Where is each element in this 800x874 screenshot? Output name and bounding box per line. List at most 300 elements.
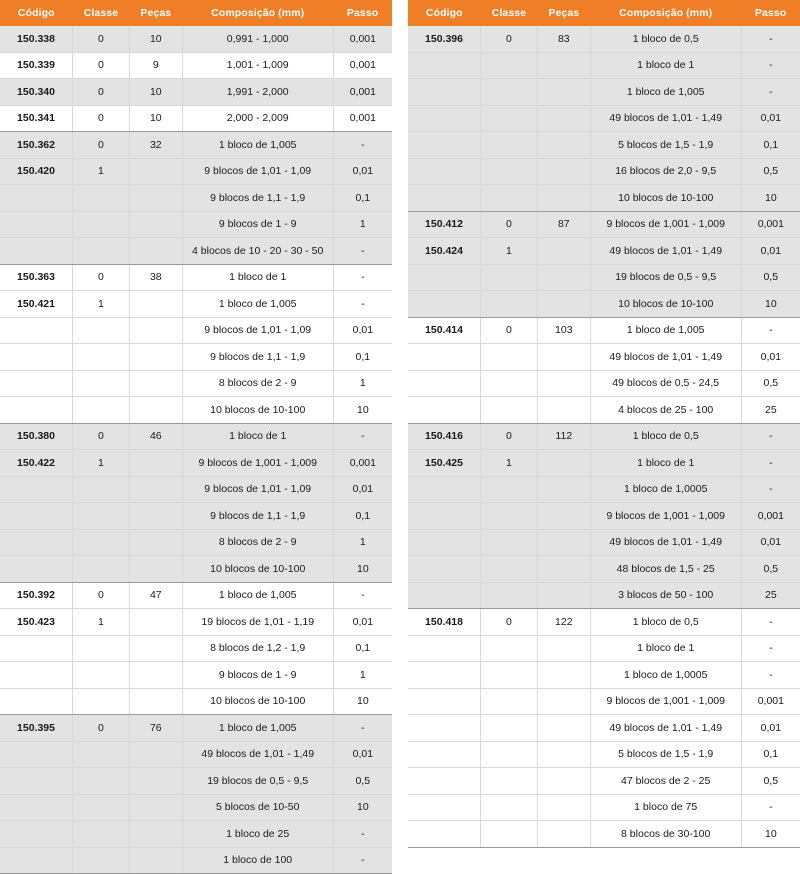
cell-composicao: 10 blocos de 10-100 <box>182 397 333 424</box>
cell-passo: - <box>333 132 392 159</box>
cell-classe: 1 <box>481 450 538 477</box>
cell-codigo <box>0 317 73 344</box>
cell-classe: 1 <box>481 238 538 265</box>
cell-pecas: 10 <box>129 26 182 52</box>
table-row <box>408 397 800 424</box>
table-body-right <box>408 26 800 847</box>
cell-classe <box>73 317 130 344</box>
cell-pecas <box>537 158 590 185</box>
cell-composicao: 1 bloco de 0,5 <box>590 423 741 450</box>
cell-pecas <box>129 662 182 689</box>
cell-passo: - <box>333 238 392 265</box>
cell-codigo: 150.341 <box>0 105 73 132</box>
cell-classe <box>73 503 130 530</box>
table-row <box>408 291 800 318</box>
table-row <box>408 476 800 503</box>
cell-classe <box>481 397 538 424</box>
table-row <box>0 556 392 583</box>
cell-pecas: 9 <box>129 52 182 79</box>
cell-pecas: 83 <box>537 26 590 52</box>
cell-composicao: 8 blocos de 2 - 9 <box>182 370 333 397</box>
table-row <box>408 635 800 662</box>
cell-pecas <box>537 529 590 556</box>
cell-codigo: 150.412 <box>408 211 481 238</box>
cell-pecas <box>129 317 182 344</box>
table-row <box>0 185 392 212</box>
cell-composicao: 9 blocos de 1,001 - 1,009 <box>590 503 741 530</box>
table-row <box>408 317 800 344</box>
cell-codigo: 150.416 <box>408 423 481 450</box>
cell-codigo <box>408 79 481 106</box>
cell-passo: 0,001 <box>741 211 800 238</box>
cell-pecas <box>537 741 590 768</box>
cell-passo: - <box>741 476 800 503</box>
cell-classe <box>481 344 538 371</box>
cell-classe <box>481 264 538 291</box>
cell-codigo: 150.339 <box>0 52 73 79</box>
cell-codigo <box>0 662 73 689</box>
header-passo: Passo <box>741 0 800 26</box>
cell-codigo: 150.425 <box>408 450 481 477</box>
table-row <box>408 609 800 636</box>
cell-pecas <box>537 132 590 159</box>
cell-codigo <box>408 662 481 689</box>
cell-passo: - <box>741 609 800 636</box>
cell-passo: 1 <box>333 211 392 238</box>
table-row <box>408 556 800 583</box>
table-header-left <box>0 0 392 26</box>
cell-passo: 1 <box>333 662 392 689</box>
cell-passo: 10 <box>333 794 392 821</box>
cell-pecas: 10 <box>129 79 182 106</box>
cell-classe <box>73 185 130 212</box>
cell-codigo <box>0 476 73 503</box>
table-row <box>0 688 392 715</box>
right-table-column <box>400 0 800 840</box>
cell-passo: - <box>333 821 392 848</box>
cell-codigo <box>0 185 73 212</box>
cell-pecas: 103 <box>537 317 590 344</box>
cell-composicao: 1 bloco de 1,005 <box>590 79 741 106</box>
table-row <box>0 476 392 503</box>
cell-passo: 25 <box>741 582 800 609</box>
cell-classe <box>481 821 538 848</box>
cell-passo: - <box>741 662 800 689</box>
cell-passo: 0,01 <box>741 344 800 371</box>
cell-classe <box>73 847 130 874</box>
cell-pecas <box>537 794 590 821</box>
cell-codigo <box>0 529 73 556</box>
cell-classe <box>481 132 538 159</box>
cell-codigo <box>408 397 481 424</box>
cell-composicao: 19 blocos de 1,01 - 1,19 <box>182 609 333 636</box>
cell-codigo: 150.338 <box>0 26 73 52</box>
cell-passo: 0,001 <box>741 688 800 715</box>
cell-pecas <box>129 556 182 583</box>
cell-codigo <box>408 582 481 609</box>
cell-passo: 0,01 <box>333 158 392 185</box>
table-row <box>0 450 392 477</box>
header-codigo: Código <box>0 0 73 26</box>
cell-classe <box>481 503 538 530</box>
cell-codigo <box>408 291 481 318</box>
cell-composicao: 49 blocos de 1,01 - 1,49 <box>182 741 333 768</box>
cell-composicao: 4 blocos de 25 - 100 <box>590 397 741 424</box>
cell-pecas <box>129 291 182 318</box>
cell-composicao: 49 blocos de 1,01 - 1,49 <box>590 344 741 371</box>
table-row <box>408 105 800 132</box>
cell-classe <box>481 158 538 185</box>
cell-composicao: 9 blocos de 1 - 9 <box>182 211 333 238</box>
cell-codigo: 150.363 <box>0 264 73 291</box>
cell-classe: 0 <box>73 715 130 742</box>
cell-pecas <box>129 821 182 848</box>
cell-pecas <box>537 635 590 662</box>
cell-passo: 0,01 <box>333 317 392 344</box>
cell-pecas: 32 <box>129 132 182 159</box>
cell-pecas <box>129 609 182 636</box>
table-row <box>0 423 392 450</box>
cell-codigo <box>0 635 73 662</box>
cell-composicao: 49 blocos de 1,01 - 1,49 <box>590 529 741 556</box>
cell-pecas <box>129 158 182 185</box>
table-row <box>0 662 392 689</box>
table-row <box>0 635 392 662</box>
cell-pecas <box>129 238 182 265</box>
table-row <box>408 423 800 450</box>
cell-composicao: 9 blocos de 1,1 - 1,9 <box>182 185 333 212</box>
cell-pecas <box>537 79 590 106</box>
cell-codigo <box>0 768 73 795</box>
cell-passo: 10 <box>741 821 800 848</box>
cell-codigo <box>0 847 73 874</box>
cell-pecas <box>129 847 182 874</box>
cell-classe <box>481 662 538 689</box>
table-row <box>0 158 392 185</box>
cell-passo: - <box>741 26 800 52</box>
table-body-left <box>0 26 392 874</box>
cell-classe: 0 <box>73 423 130 450</box>
cell-composicao: 1 bloco de 1,005 <box>182 715 333 742</box>
cell-codigo <box>0 556 73 583</box>
table-row <box>408 132 800 159</box>
cell-classe: 0 <box>481 317 538 344</box>
cell-passo: - <box>333 264 392 291</box>
table-row <box>0 264 392 291</box>
cell-pecas: 76 <box>129 715 182 742</box>
cell-composicao: 9 blocos de 1,01 - 1,09 <box>182 317 333 344</box>
cell-classe: 0 <box>73 26 130 52</box>
cell-codigo: 150.362 <box>0 132 73 159</box>
header-row <box>408 0 800 26</box>
cell-passo: 0,01 <box>741 238 800 265</box>
table-header-right <box>408 0 800 26</box>
table-row <box>408 715 800 742</box>
cell-classe <box>73 768 130 795</box>
gauge-block-table-left <box>0 0 392 874</box>
cell-classe <box>73 211 130 238</box>
header-classe: Classe <box>73 0 130 26</box>
cell-classe <box>481 768 538 795</box>
cell-pecas <box>129 503 182 530</box>
cell-pecas <box>129 529 182 556</box>
cell-passo: 0,5 <box>333 768 392 795</box>
table-row <box>408 264 800 291</box>
cell-composicao: 9 blocos de 1 - 9 <box>182 662 333 689</box>
cell-codigo <box>408 768 481 795</box>
cell-passo: - <box>741 423 800 450</box>
cell-passo: - <box>741 635 800 662</box>
table-row <box>408 821 800 848</box>
cell-classe <box>73 529 130 556</box>
cell-classe: 0 <box>481 423 538 450</box>
table-row <box>0 794 392 821</box>
cell-pecas <box>129 211 182 238</box>
cell-passo: 0,1 <box>333 344 392 371</box>
cell-pecas <box>129 370 182 397</box>
cell-classe <box>73 688 130 715</box>
cell-classe <box>481 794 538 821</box>
table-row <box>0 132 392 159</box>
cell-codigo <box>408 821 481 848</box>
table-row <box>0 291 392 318</box>
table-row <box>408 52 800 79</box>
table-row <box>408 768 800 795</box>
cell-composicao: 1 bloco de 1 <box>182 264 333 291</box>
cell-classe <box>481 105 538 132</box>
cell-pecas <box>537 688 590 715</box>
cell-passo: - <box>741 794 800 821</box>
table-row <box>0 609 392 636</box>
cell-codigo: 150.392 <box>0 582 73 609</box>
table-row <box>0 529 392 556</box>
cell-composicao: 0,991 - 1,000 <box>182 26 333 52</box>
cell-codigo <box>408 635 481 662</box>
table-row <box>408 79 800 106</box>
cell-composicao: 5 blocos de 1,5 - 1,9 <box>590 132 741 159</box>
cell-classe <box>73 397 130 424</box>
cell-composicao: 47 blocos de 2 - 25 <box>590 768 741 795</box>
cell-passo: 10 <box>333 556 392 583</box>
cell-composicao: 1 bloco de 1,005 <box>590 317 741 344</box>
cell-classe <box>73 635 130 662</box>
cell-composicao: 9 blocos de 1,01 - 1,09 <box>182 158 333 185</box>
cell-passo: 0,1 <box>741 741 800 768</box>
cell-pecas <box>537 476 590 503</box>
cell-passo: 0,01 <box>333 741 392 768</box>
cell-codigo <box>0 211 73 238</box>
cell-composicao: 9 blocos de 1,001 - 1,009 <box>182 450 333 477</box>
table-row <box>0 847 392 874</box>
cell-pecas: 46 <box>129 423 182 450</box>
header-pecas: Peças <box>537 0 590 26</box>
cell-classe <box>73 476 130 503</box>
cell-classe <box>73 556 130 583</box>
cell-composicao: 9 blocos de 1,001 - 1,009 <box>590 211 741 238</box>
cell-passo: 10 <box>741 291 800 318</box>
cell-codigo <box>0 370 73 397</box>
cell-composicao: 10 blocos de 10-100 <box>182 688 333 715</box>
cell-composicao: 1 bloco de 25 <box>182 821 333 848</box>
cell-classe <box>481 741 538 768</box>
cell-composicao: 10 blocos de 10-100 <box>590 291 741 318</box>
cell-codigo <box>408 688 481 715</box>
cell-codigo: 150.396 <box>408 26 481 52</box>
cell-codigo <box>0 344 73 371</box>
cell-codigo <box>0 741 73 768</box>
table-row <box>408 450 800 477</box>
table-row <box>0 370 392 397</box>
cell-passo: 0,001 <box>333 79 392 106</box>
cell-passo: - <box>741 317 800 344</box>
cell-composicao: 1 bloco de 0,5 <box>590 609 741 636</box>
cell-composicao: 1 bloco de 1,005 <box>182 132 333 159</box>
cell-passo: - <box>333 847 392 874</box>
header-composicao: Composição (mm) <box>590 0 741 26</box>
cell-pecas <box>537 344 590 371</box>
cell-codigo <box>408 370 481 397</box>
header-pecas: Peças <box>129 0 182 26</box>
cell-codigo: 150.395 <box>0 715 73 742</box>
cell-classe <box>481 52 538 79</box>
cell-codigo: 150.340 <box>0 79 73 106</box>
cell-composicao: 5 blocos de 10-50 <box>182 794 333 821</box>
cell-passo: 0,001 <box>333 450 392 477</box>
cell-codigo: 150.421 <box>0 291 73 318</box>
cell-composicao: 1 bloco de 1 <box>590 635 741 662</box>
cell-codigo <box>408 715 481 742</box>
cell-pecas <box>537 582 590 609</box>
cell-passo: 0,5 <box>741 264 800 291</box>
cell-passo: 0,5 <box>741 158 800 185</box>
cell-passo: 0,001 <box>333 26 392 52</box>
cell-passo: 0,5 <box>741 556 800 583</box>
cell-passo: 0,001 <box>741 503 800 530</box>
cell-classe <box>73 344 130 371</box>
cell-composicao: 1 bloco de 1 <box>590 52 741 79</box>
cell-pecas <box>537 821 590 848</box>
cell-classe <box>73 794 130 821</box>
gauge-block-table-right <box>408 0 800 848</box>
cell-codigo <box>408 529 481 556</box>
cell-composicao: 49 blocos de 0,5 - 24,5 <box>590 370 741 397</box>
table-row <box>408 794 800 821</box>
cell-composicao: 2,000 - 2,009 <box>182 105 333 132</box>
cell-pecas: 38 <box>129 264 182 291</box>
cell-passo: 0,01 <box>741 529 800 556</box>
cell-composicao: 1 bloco de 1,005 <box>182 291 333 318</box>
cell-codigo: 150.424 <box>408 238 481 265</box>
cell-classe: 0 <box>481 26 538 52</box>
table-row <box>0 79 392 106</box>
cell-composicao: 8 blocos de 1,2 - 1,9 <box>182 635 333 662</box>
cell-classe <box>73 370 130 397</box>
cell-passo: - <box>741 52 800 79</box>
table-row <box>0 582 392 609</box>
cell-codigo <box>408 132 481 159</box>
cell-codigo <box>408 476 481 503</box>
table-row <box>0 503 392 530</box>
cell-pecas <box>537 291 590 318</box>
table-row <box>0 238 392 265</box>
cell-passo: 0,5 <box>741 370 800 397</box>
cell-classe: 1 <box>73 291 130 318</box>
cell-composicao: 19 blocos de 0,5 - 9,5 <box>182 768 333 795</box>
cell-pecas <box>129 794 182 821</box>
cell-classe <box>73 821 130 848</box>
cell-composicao: 1 bloco de 1 <box>182 423 333 450</box>
table-row <box>408 529 800 556</box>
cell-codigo <box>408 264 481 291</box>
cell-composicao: 1,001 - 1,009 <box>182 52 333 79</box>
cell-pecas <box>537 662 590 689</box>
cell-classe <box>481 688 538 715</box>
cell-pecas <box>537 397 590 424</box>
cell-pecas: 10 <box>129 105 182 132</box>
table-row <box>408 503 800 530</box>
cell-pecas <box>537 185 590 212</box>
cell-composicao: 9 blocos de 1,01 - 1,09 <box>182 476 333 503</box>
cell-pecas <box>129 741 182 768</box>
cell-classe <box>481 291 538 318</box>
cell-passo: 10 <box>333 397 392 424</box>
cell-passo: 0,1 <box>333 503 392 530</box>
cell-pecas <box>129 476 182 503</box>
table-row <box>0 715 392 742</box>
cell-passo: 0,1 <box>333 185 392 212</box>
cell-pecas <box>129 450 182 477</box>
table-row <box>408 344 800 371</box>
cell-classe: 1 <box>73 450 130 477</box>
cell-pecas <box>129 635 182 662</box>
cell-codigo <box>408 741 481 768</box>
cell-pecas <box>537 715 590 742</box>
cell-codigo <box>0 238 73 265</box>
cell-passo: 0,1 <box>741 132 800 159</box>
header-row <box>0 0 392 26</box>
cell-pecas: 122 <box>537 609 590 636</box>
cell-passo: 1 <box>333 529 392 556</box>
cell-classe <box>481 582 538 609</box>
cell-codigo <box>408 105 481 132</box>
cell-composicao: 49 blocos de 1,01 - 1,49 <box>590 238 741 265</box>
cell-classe: 0 <box>73 79 130 106</box>
cell-classe <box>481 529 538 556</box>
cell-composicao: 1,991 - 2,000 <box>182 79 333 106</box>
table-row <box>0 397 392 424</box>
cell-composicao: 1 bloco de 1,005 <box>182 582 333 609</box>
cell-pecas: 87 <box>537 211 590 238</box>
cell-pecas <box>537 450 590 477</box>
table-row <box>408 582 800 609</box>
cell-composicao: 16 blocos de 2,0 - 9,5 <box>590 158 741 185</box>
cell-codigo <box>0 794 73 821</box>
table-row <box>408 26 800 52</box>
cell-codigo: 150.418 <box>408 609 481 636</box>
cell-pecas <box>129 688 182 715</box>
cell-codigo <box>408 52 481 79</box>
cell-pecas <box>537 556 590 583</box>
cell-composicao: 48 blocos de 1,5 - 25 <box>590 556 741 583</box>
cell-pecas <box>537 768 590 795</box>
table-row <box>0 344 392 371</box>
cell-composicao: 9 blocos de 1,1 - 1,9 <box>182 503 333 530</box>
table-row <box>408 238 800 265</box>
table-row <box>0 211 392 238</box>
cell-codigo: 150.420 <box>0 158 73 185</box>
cell-composicao: 4 blocos de 10 - 20 - 30 - 50 <box>182 238 333 265</box>
cell-passo: - <box>333 715 392 742</box>
